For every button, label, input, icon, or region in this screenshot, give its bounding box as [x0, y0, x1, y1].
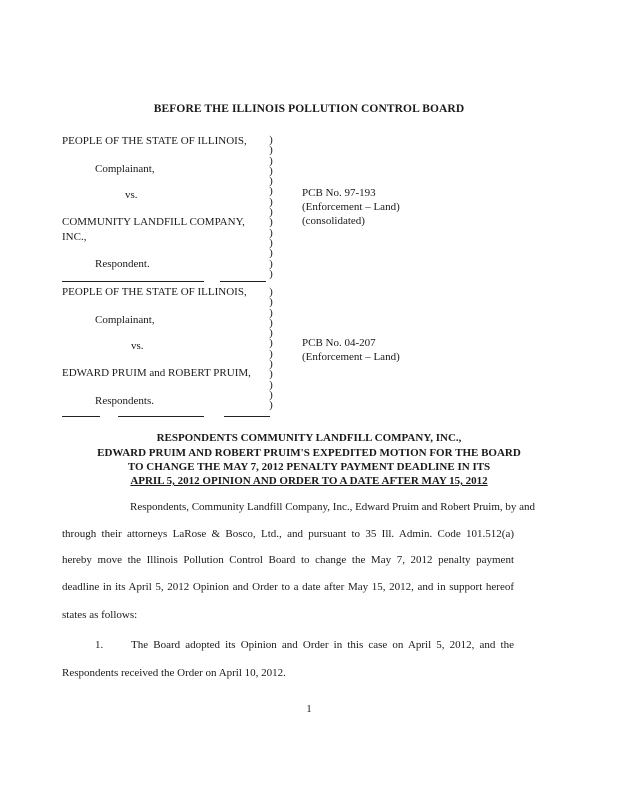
- caption1-paren-column: ) ) ) ) ) ) ) ) ) ) ) ) ) ): [269, 134, 273, 280]
- caption1-role1: Complainant,: [95, 163, 155, 175]
- heading-line-1: RESPONDENTS COMMUNITY LANDFILL COMPANY, INC.,: [156, 432, 462, 444]
- caption1-party1: PEOPLE OF THE STATE OF ILLINOIS,: [62, 135, 247, 147]
- item-1-line-1: The Board adopted its Opinion and Order in this case on April 5, 2012, and the: [131, 639, 514, 651]
- caption2-vs: vs.: [131, 340, 144, 352]
- caption2-party2: EDWARD PRUIM and ROBERT PRUIM,: [62, 367, 251, 379]
- caption2-rule-mid: [118, 416, 204, 417]
- heading-line-2: EDWARD PRUIM AND ROBERT PRUIM'S EXPEDITED MOTION FOR THE BOARD: [97, 447, 521, 459]
- heading-line-4: APRIL 5, 2012 OPINION AND ORDER TO A DATE AFTER MAY 15, 2012: [130, 475, 488, 487]
- caption1-party2-line2: INC.,: [62, 231, 87, 243]
- body-paragraph-1-line-3: hereby move the Illinois Pollution Control Board to change the May 7, 2012 penalty payment: [62, 554, 514, 566]
- caption1-vs: vs.: [125, 189, 138, 201]
- body-paragraph-1-line-2: through their attorneys LaRose & Bosco, Ltd., and pursuant to 35 Ill. Admin. Code 101.512(a): [62, 528, 514, 540]
- caption1-rule: [62, 281, 204, 282]
- body-paragraph-1-line-5: states as follows:: [62, 609, 138, 621]
- body-paragraph-1-line-1: Respondents, Community Landfill Company, Inc., Edward Pruim and Robert Pruim, by and: [130, 501, 536, 513]
- caption1-role2: Respondent.: [95, 258, 150, 270]
- caption2-rule-left: [62, 416, 100, 417]
- caption1-rule-right: [220, 281, 266, 282]
- caption2-paren-column: ) ) ) ) ) ) ) ) ) ) ) ): [269, 286, 273, 412]
- document-title: BEFORE THE ILLINOIS POLLUTION CONTROL BOARD: [153, 103, 465, 115]
- item-1-number: 1.: [95, 639, 104, 651]
- caption2-party1: PEOPLE OF THE STATE OF ILLINOIS,: [62, 286, 247, 298]
- item-1-line-2: Respondents received the Order on April 10, 2012.: [62, 667, 286, 679]
- heading-line-3: TO CHANGE THE MAY 7, 2012 PENALTY PAYMENT DEADLINE IN ITS: [127, 461, 491, 473]
- caption2-case-no: PCB No. 04-207: [302, 337, 376, 349]
- caption2-role2: Respondents.: [95, 395, 154, 407]
- body-paragraph-1-line-4: deadline in its April 5, 2012 Opinion and Order to a date after May 15, 2012, and in support hereof: [62, 581, 514, 593]
- caption2-rule-right: [224, 416, 270, 417]
- caption1-case-note: (consolidated): [302, 215, 365, 227]
- page-number: 1: [306, 703, 312, 715]
- caption1-case-type: (Enforcement – Land): [302, 201, 400, 213]
- caption1-party2-line1: COMMUNITY LANDFILL COMPANY,: [62, 216, 245, 228]
- caption1-case-no: PCB No. 97-193: [302, 187, 376, 199]
- caption2-case-type: (Enforcement – Land): [302, 351, 400, 363]
- caption2-role1: Complainant,: [95, 314, 155, 326]
